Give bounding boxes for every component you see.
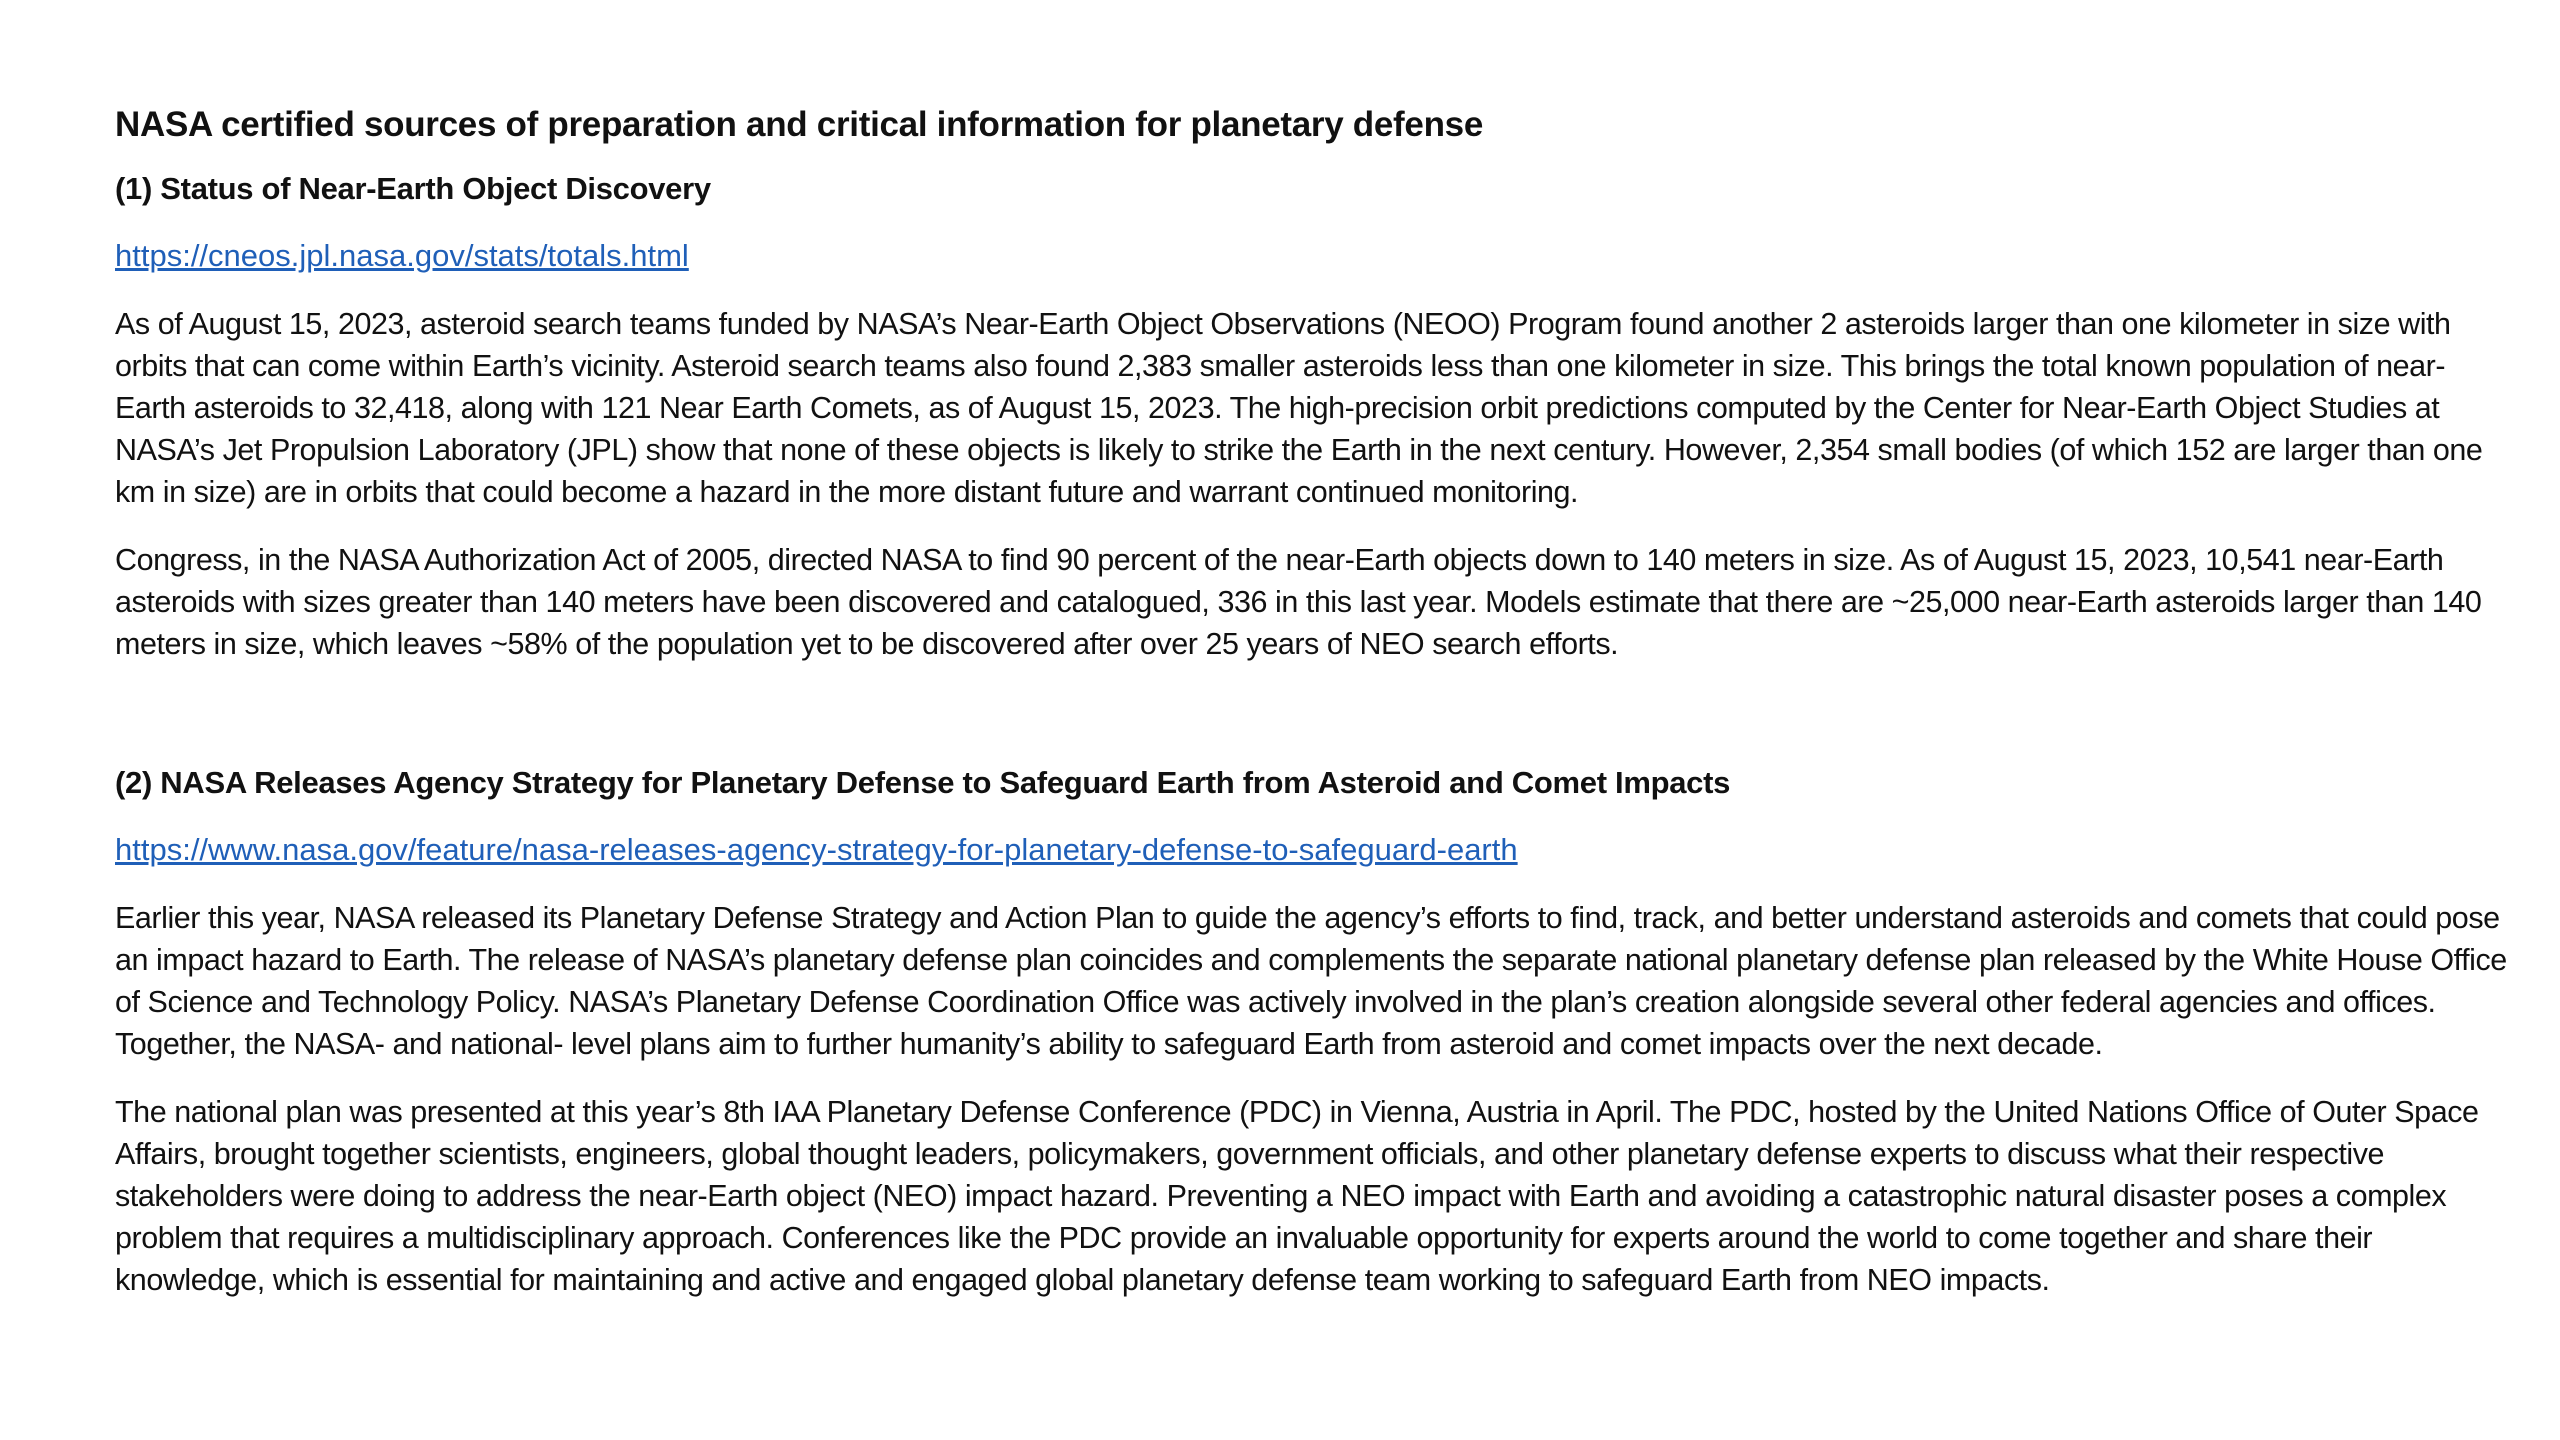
section-neo-discovery-status: [115, 169, 2510, 665]
section-heading: (2) NASA Releases Agency Strategy for Planetary Defense to Safeguard Earth from Asteroid and Comet Impacts: [115, 765, 1731, 800]
document-title: NASA certified sources of preparation and critical information for planetary defense: [115, 105, 1483, 144]
source-link-cneos-totals[interactable]: https://cneos.jpl.nasa.gov/stats/totals.html: [115, 238, 689, 273]
paragraph: Earlier this year, NASA released its Planetary Defense Strategy and Action Plan to guide the agency’s efforts to find, track, and better understand asteroids and comets that could pose an impact hazard to Earth. The release of NASA’s planetary defense plan coincides and complements the separate national planetary defense plan released by the White House Office of Science and Technology Policy. NASA’s Planetary Defense Coordination Office was actively involved in the plan’s creation alongside several other federal agencies and offices. Together, the NASA- and national- level plans aim to further humanity’s ability to safeguard Earth from asteroid and comet impacts over the next decade.: [115, 901, 2507, 1061]
section-planetary-defense-strategy: [115, 763, 2510, 1301]
source-link-nasa-strategy[interactable]: https://www.nasa.gov/feature/nasa-releases-agency-strategy-for-planetary-defense-to-safeguard-earth: [115, 832, 1518, 867]
section-heading: (1) Status of Near-Earth Object Discovery: [115, 171, 711, 206]
section-spacer: [115, 691, 2510, 763]
paragraph: As of August 15, 2023, asteroid search teams funded by NASA’s Near-Earth Object Observations (NEOO) Program found another 2 asteroids larger than one kilometer in size with orbits that can come within Earth’s vicinity. Asteroid search teams also found 2,383 smaller asteroids less than one kilometer in size. This brings the total known population of near-Earth asteroids to 32,418, along with 121 Near Earth Comets, as of August 15, 2023. The high-precision orbit predictions computed by the Center for Near-Earth Object Studies at NASA’s Jet Propulsion Laboratory (JPL) show that none of these objects is likely to strike the Earth in the next century. However, 2,354 small bodies (of which 152 are larger than one km in size) are in orbits that could become a hazard in the more distant future and warrant continued monitoring.: [115, 307, 2483, 509]
paragraph: Congress, in the NASA Authorization Act of 2005, directed NASA to find 90 percent of the near-Earth objects down to 140 meters in size. As of August 15, 2023, 10,541 near-Earth asteroids with sizes greater than 140 meters have been discovered and catalogued, 336 in this last year. Models estimate that there are ~25,000 near-Earth asteroids larger than 140 meters in size, which leaves ~58% of the population yet to be discovered after over 25 years of NEO search efforts.: [115, 543, 2482, 661]
document-page: [115, 103, 2510, 1327]
paragraph: The national plan was presented at this year’s 8th IAA Planetary Defense Conference (PDC) in Vienna, Austria in April. The PDC, hosted by the United Nations Office of Outer Space Affairs, brought together scientists, engineers, global thought leaders, policymakers, government officials, and other planetary defense experts to discuss what their respective stakeholders were doing to address the near-Earth object (NEO) impact hazard. Preventing a NEO impact with Earth and avoiding a catastrophic natural disaster poses a complex problem that requires a multidisciplinary approach. Conferences like the PDC provide an invaluable opportunity for experts around the world to come together and share their knowledge, which is essential for maintaining and active and engaged global planetary defense team working to safeguard Earth from NEO impacts.: [115, 1095, 2479, 1297]
